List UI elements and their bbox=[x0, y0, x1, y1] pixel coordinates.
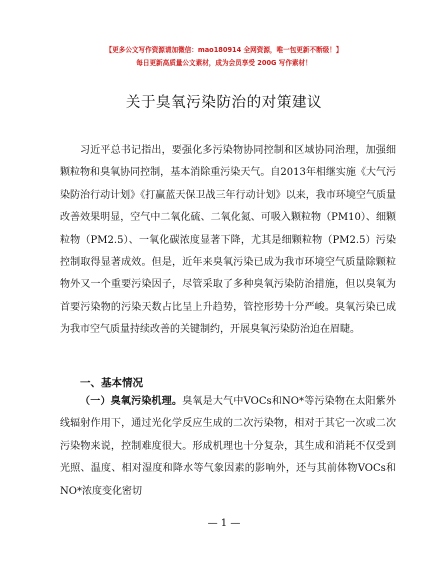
paragraph-mechanism bbox=[60, 391, 396, 503]
promo-banner-line-2: 每日更新高质量公文素材，成为会员享受 200G 写作素材！ bbox=[136, 59, 312, 67]
document-title: 关于臭氧污染防治的对策建议 bbox=[125, 95, 323, 111]
subheading: （一）臭氧污染机理。 bbox=[80, 396, 183, 407]
paragraph-intro: 习近平总书记指出，要强化多污染物协同控制和区域协同治理，加强细颗粒物和臭氧协同控制，基本消除重污染天气。自2013年相继实施《大气污染防治行动计划》《打赢蓝天保卫战三年行动计划》以来，我市环境空气质量改善效果明显，空气中二氧化硫、二氧化氮、可吸入颗粒物（PM10）、细颗粒物（PM2.5）、一氧化碳浓度显著下降，尤其是细颗粒物（PM2.5）污染控制取得显著成效。但是，近年来臭氧污染已成为我市环境空气质量除颗粒物外又一个重要污染因子，尽管采取了多种臭氧污染防治措施，但以臭氧为首要污染物的污染天数占比呈上升趋势，管控形势十分严峻。臭氧污染已成为我市空气质量持续改善的关键制约，开展臭氧污染防治迫在眉睫。 bbox=[60, 145, 396, 336]
paragraph-mechanism-text: 臭氧是大气中VOCs和NO*等污染物在太阳紫外线辐射作用下，通过光化学反应生成的二次污染物，相对于其它一次或二次污染物来说，控制难度很大。形成机理也十分复杂，其生成和消耗不仅受到光照、温度、相对湿度和降水等气象因素的影响外，还与其前体物VOCs和NO*浓度变化密切 bbox=[60, 396, 396, 497]
page-number: — 1 — bbox=[207, 518, 241, 529]
promo-banner-line-1: 【更多公文写作资源请加微信：mao180914 全网资源，唯一包更新不断级！】 bbox=[105, 46, 343, 54]
section-heading: 一、基本情况 bbox=[80, 377, 143, 389]
